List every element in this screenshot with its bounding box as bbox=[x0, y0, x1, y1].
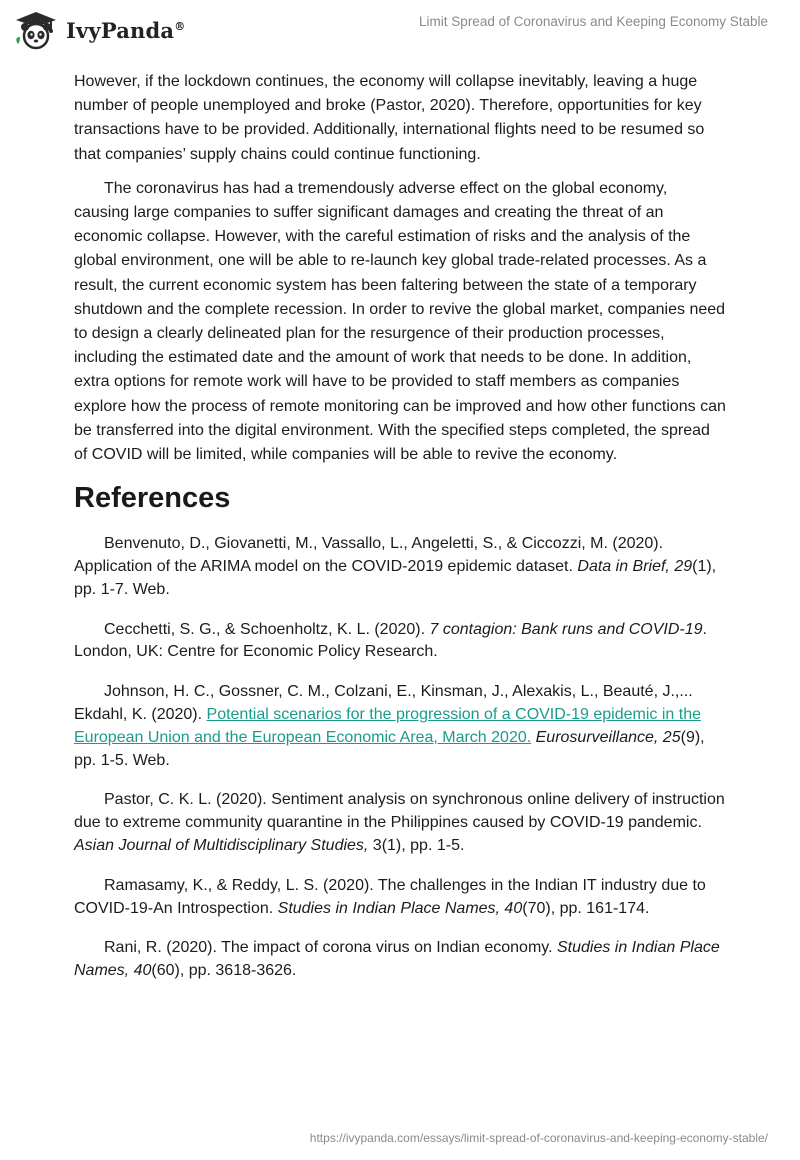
reference-item: Ramasamy, K., & Reddy, L. S. (2020). The challenges in the Indian IT industry due to COVID-19-An Introspection. Studies in Indian Place Names, 40(70), pp. 161-174. bbox=[74, 876, 706, 917]
reference-item: Benvenuto, D., Giovanetti, M., Vassallo, L., Angeletti, S., & Ciccozzi, M. (2020). Application of the ARIMA model on the COVID-2019 epidemic dataset. Data in Brief, 29(1), pp. 1-7. Web. bbox=[74, 535, 717, 598]
running-title: Limit Spread of Coronavirus and Keeping Economy Stable bbox=[419, 14, 768, 29]
reference-item: Rani, R. (2020). The impact of corona virus on Indian economy. Studies in Indian Place Names, 40(60), pp. 3618-3626. bbox=[74, 939, 720, 980]
page-header bbox=[0, 0, 800, 62]
document-body bbox=[74, 70, 726, 1000]
footer-url[interactable]: https://ivypanda.com/essays/limit-spread-of-coronavirus-and-keeping-economy-stable/ bbox=[309, 1131, 768, 1145]
paragraph: The coronavirus has had a tremendously adverse effect on the global economy, causing large companies to suffer significant damages and creating the threat of an economic collapse. However, with the careful estimation of risks and the analysis of the global environment, one will be able to re-launch key global trade-related processes. As a result, the current economic system has been faltering between the state of a temporary shutdown and the complete recession. In order to revive the global market, companies need to design a clearly delineated plan for the resurgence of their production processes, including the estimated date and the amount of work that needs to be done. In addition, extra options for remote work will have to be provided to staff members as companies explore how the process of remote monitoring can be improved and how other functions can be transferred into the digital environment. With the specified steps completed, the spread of COVID will be limited, while companies will be able to revive the economy. bbox=[74, 179, 726, 464]
paragraph: However, if the lockdown continues, the economy will collapse inevitably, leaving a huge number of people unemployed and broke (Pastor, 2020). Therefore, opportunities for key transactions have to be provided. Additionally, international flights need to be resumed so that companies’ supply chains could continue functioning. bbox=[74, 73, 705, 163]
reference-item: Pastor, C. K. L. (2020). Sentiment analysis on synchronous online delivery of instruction due to extreme community quarantine in the Philippines caused by COVID-19 pandemic. Asian Journal of Multidisciplinary Studies, 3(1), pp. 1-5. bbox=[74, 791, 725, 855]
reference-item: Cecchetti, S. G., & Schoenholtz, K. L. (2020). 7 contagion: Bank runs and COVID-19. London, UK: Centre for Economic Policy Research. bbox=[74, 620, 707, 661]
references-heading: References bbox=[74, 482, 231, 515]
reference-item: Johnson, H. C., Gossner, C. M., Colzani, E., Kinsman, J., Alexakis, L., Beauté, J.,... Ekdahl, K. (2020). Potential scenarios for the progression of a COVID-19 epidemic in the European Union and the European Economic Area, March 2020. Eurosurveillance, 25(9), pp. 1-5. Web. bbox=[74, 683, 705, 769]
reference-link[interactable]: Potential scenarios for the progression of a COVID-19 epidemic in the European Union and the European Economic Area, March 2020. bbox=[74, 706, 701, 746]
ivypanda-logo[interactable] bbox=[14, 10, 185, 50]
panda-graduate-icon bbox=[14, 10, 58, 50]
brand-name: IvyPanda® bbox=[66, 17, 186, 43]
